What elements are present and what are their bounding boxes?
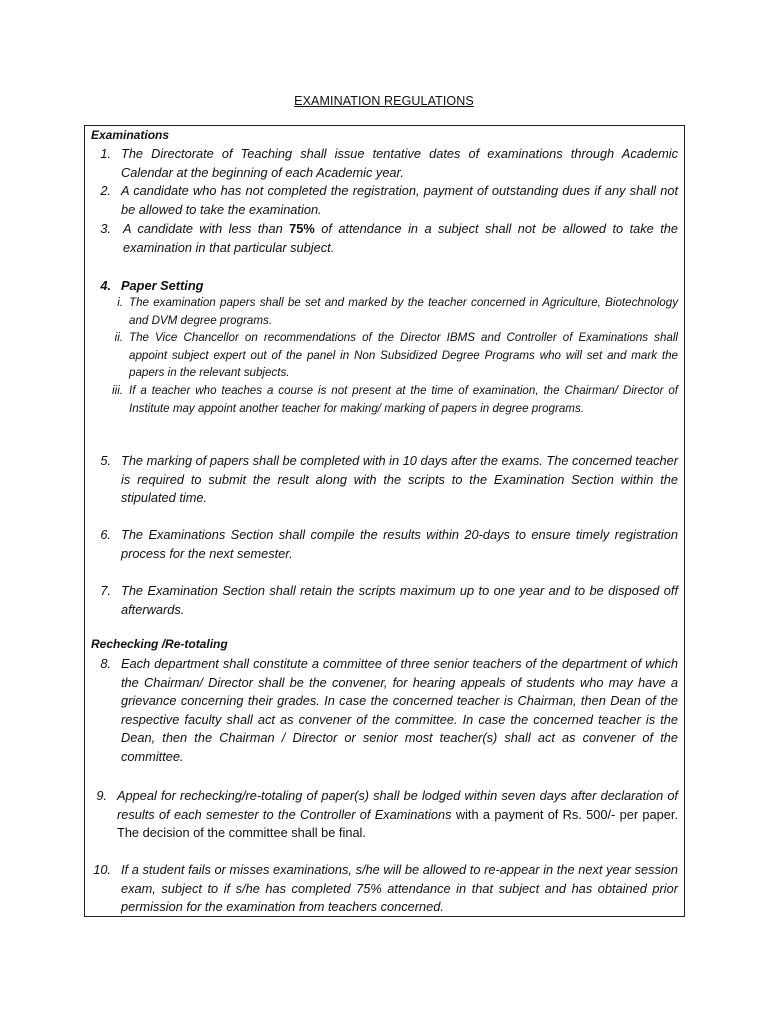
- item-number: 2.: [100, 183, 111, 198]
- item-text-part: with a payment of Rs. 500/- per paper. The decision of the committee shall be final.: [117, 806, 678, 840]
- item-text: Each department shall constitute a committee of three senior teachers of the department of which the Chairman/ Director shall be the convener, for hearing appeals of students who may have a grievance concerning their grades. In case the concerned teacher is Chairman, then Dean of the respective faculty shall act as convener of the committee. In case the concerned teacher is the Dean, then the Chairman / Director or senior most teacher(s) shall act as convener of the committee.: [121, 656, 678, 764]
- item-text: The marking of papers shall be completed with in 10 days after the exams. The concerned teacher is required to submit the result along with the scripts to the Examination Section within the stipulated time.: [121, 453, 678, 505]
- item-number: 10.: [93, 862, 111, 877]
- sub-item-number: iii.: [112, 384, 123, 397]
- rechecking-heading: Rechecking /Re-totaling: [91, 637, 228, 651]
- regulations-box: [84, 125, 685, 917]
- item-text: The Directorate of Teaching shall issue tentative dates of examinations through Academic Calendar at the beginning of each Academic year.: [121, 146, 678, 180]
- item-number: 6.: [100, 527, 111, 542]
- item-text-part: A candidate with less than: [123, 221, 290, 236]
- attendance-percent: 75%: [289, 221, 315, 236]
- page-title: EXAMINATION REGULATIONS: [294, 94, 474, 108]
- item-text: The Examinations Section shall compile the results within 20-days to ensure timely registration process for the next semester.: [121, 527, 678, 561]
- item-number: 5.: [100, 453, 111, 468]
- sub-item-text: The examination papers shall be set and marked by the teacher concerned in Agriculture, Biotechnology and DVM degree programs.: [129, 296, 678, 327]
- item-number: 8.: [100, 656, 111, 671]
- item-text: If a student fails or misses examinations, s/he will be allowed to re-appear in the next year session exam, subject to if s/he has completed 75% attendance in that subject and has obtained prior permission for the examination from teachers concerned.: [121, 862, 678, 914]
- item-number: 3.: [100, 221, 111, 236]
- item-text: [117, 787, 678, 843]
- item-number: 1.: [100, 146, 111, 161]
- item-text-part: Appeal for rechecking/re-totaling of paper(s) shall be lodged within seven days after declaration of results of each semester to the Controller of Examinations: [117, 788, 678, 822]
- item-number: 4.: [100, 278, 111, 293]
- item-number: 7.: [100, 583, 111, 598]
- item-text: A candidate who has not completed the registration, payment of outstanding dues if any shall not be allowed to take the examination.: [121, 183, 678, 217]
- sub-item-text: The Vice Chancellor on recommendations of the Director IBMS and Controller of Examinations shall appoint subject expert out of the panel in Non Subsidized Degree Programs who will set and mark the papers in the relevant subjects.: [129, 331, 678, 380]
- item-text-part: of attendance in a subject shall not be allowed to take the examination in that particular subject.: [123, 221, 678, 255]
- heading-text: Paper Setting: [121, 278, 204, 293]
- item-text: [123, 220, 678, 257]
- sub-item-text: If a teacher who teaches a course is not present at the time of examination, the Chairman/ Director of Institute may appoint another teacher for making/ marking of papers in degree programs.: [129, 384, 678, 415]
- sub-item-number: ii.: [114, 331, 123, 344]
- sub-item-number: i.: [117, 296, 123, 309]
- examinations-heading: Examinations: [91, 128, 170, 142]
- item-text: The Examination Section shall retain the scripts maximum up to one year and to be disposed off afterwards.: [121, 583, 678, 617]
- item-number: 9.: [96, 788, 107, 803]
